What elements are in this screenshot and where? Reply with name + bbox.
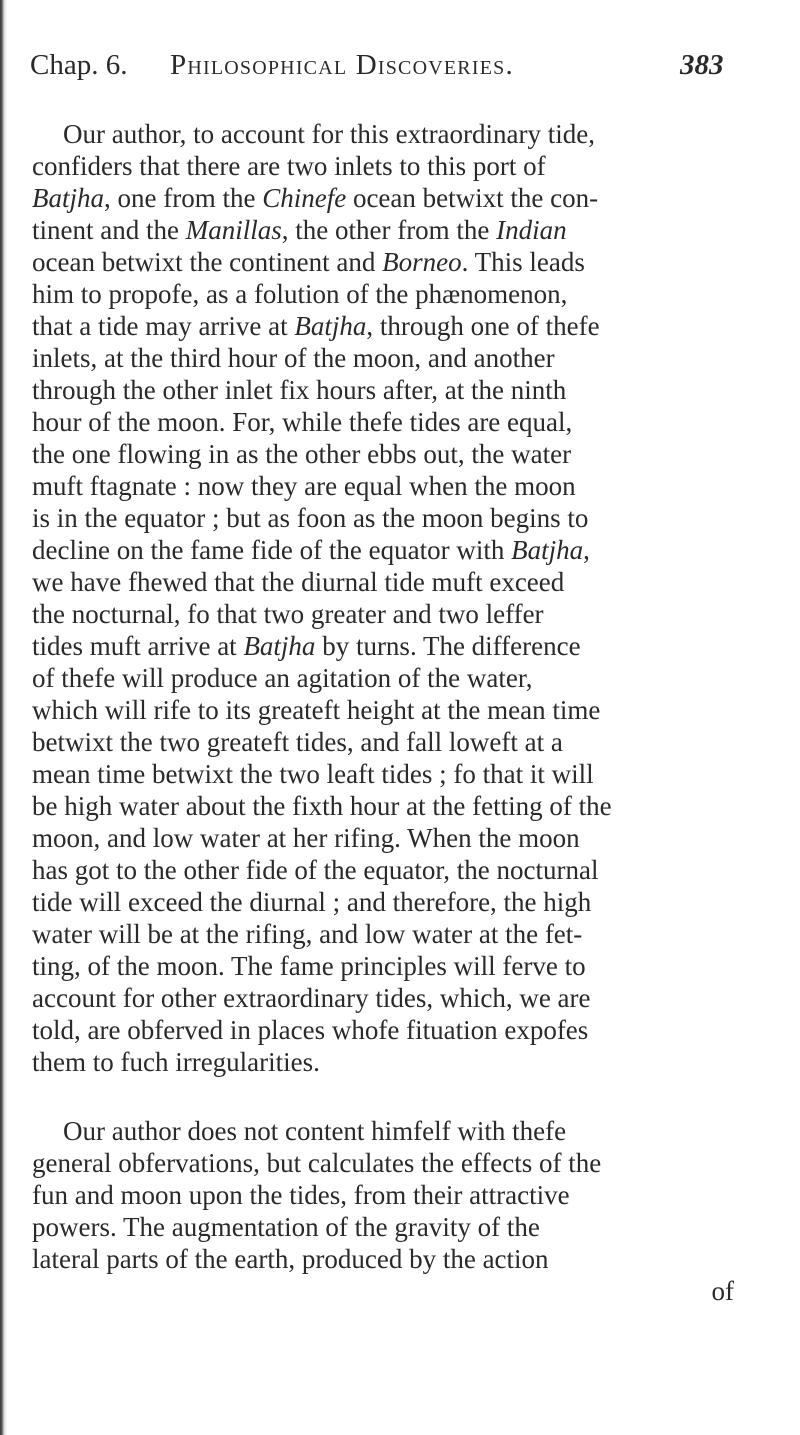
- text-segment: by turns. The difference: [315, 631, 581, 661]
- text-segment: of thefe will produce an agitation of the water,: [32, 663, 533, 693]
- text-segment: confiders that there are two inlets to this port of: [32, 151, 546, 181]
- text-segment: is in the equator ; but as foon as the moon begins to: [32, 503, 589, 533]
- text-line: [32, 438, 772, 470]
- text-segment: through the other inlet fix hours after, at the ninth: [32, 375, 567, 405]
- text-line: [32, 406, 772, 438]
- text-segment: muft ftagnate : now they are equal when the moon: [32, 471, 576, 501]
- text-line: [32, 534, 772, 566]
- text-segment: tide will exceed the diurnal ; and therefore, the high: [32, 887, 592, 917]
- text-line: [32, 822, 772, 854]
- text-segment: that a tide may arrive at: [32, 311, 295, 341]
- text-line: [32, 278, 772, 310]
- page-spine-shadow: [0, 0, 7, 1435]
- text-segment: powers. The augmentation of the gravity of the: [32, 1212, 540, 1242]
- text-line: [32, 1147, 772, 1179]
- page-number: 383: [680, 49, 724, 81]
- text-line: [32, 1179, 772, 1211]
- text-segment: decline on the fame fide of the equator with: [32, 535, 512, 565]
- text-line: [32, 1211, 772, 1243]
- text-line: [32, 1014, 772, 1046]
- text-line: [32, 502, 772, 534]
- text-segment: ocean betwixt the con-: [346, 183, 599, 213]
- text-line: [32, 118, 772, 150]
- text-segment: betwixt the two greateft tides, and fall loweft at a: [32, 727, 563, 757]
- text-segment: ocean betwixt the continent and: [32, 247, 383, 277]
- text-segment: the one flowing in as the other ebbs out, the water: [32, 439, 572, 469]
- italic-segment: Batjha: [294, 311, 367, 341]
- text-line: [32, 918, 772, 950]
- text-line: [32, 662, 772, 694]
- running-header: [30, 40, 730, 90]
- italic-segment: Manillas: [185, 215, 282, 245]
- italic-segment: Borneo: [382, 247, 462, 277]
- paragraph: [32, 1115, 772, 1275]
- text-segment: ,: [583, 535, 590, 565]
- chapter-label: Chap. 6.: [30, 49, 128, 81]
- text-line: [32, 790, 772, 822]
- text-segment: water will be at the rifing, and low water at the fet-: [32, 919, 583, 949]
- text-line: [32, 566, 772, 598]
- catchword: of: [711, 1276, 734, 1306]
- paragraph: [32, 118, 772, 1078]
- paragraph-gap: [32, 1078, 772, 1115]
- text-line: [32, 470, 772, 502]
- text-line: [32, 182, 772, 214]
- text-line: [32, 694, 772, 726]
- text-line: [32, 374, 772, 406]
- text-segment: account for other extraordinary tides, which, we are: [32, 983, 591, 1013]
- text-segment: which will rife to its greateft height at the mean time: [32, 695, 601, 725]
- text-segment: tinent and the: [32, 215, 186, 245]
- text-line: [32, 246, 772, 278]
- text-segment: has got to the other fide of the equator, the nocturnal: [32, 855, 599, 885]
- running-title: Philosophical Discoveries.: [170, 49, 514, 81]
- text-line: [32, 598, 772, 630]
- text-segment: told, are obferved in places whofe fituation expofes: [32, 1015, 589, 1045]
- text-segment: moon, and low water at her rifing. When the moon: [32, 823, 580, 853]
- text-line: [32, 310, 772, 342]
- text-segment: general obfervations, but calculates the effects of the: [32, 1148, 602, 1178]
- text-segment: Our author, to account for this extraordinary tide,: [63, 119, 595, 149]
- text-segment: , the other from the: [281, 215, 497, 245]
- text-line: [32, 854, 772, 886]
- text-segment: mean time betwixt the two leaft tides ; fo that it will: [32, 759, 594, 789]
- text-segment: , through one of thefe: [366, 311, 600, 341]
- text-segment: the nocturnal, fo that two greater and two leffer: [32, 599, 544, 629]
- text-line: [32, 886, 772, 918]
- text-segment: Our author does not content himfelf with thefe: [63, 1116, 567, 1146]
- text-segment: ting, of the moon. The fame principles will ferve to: [32, 951, 586, 981]
- text-segment: hour of the moon. For, while thefe tides are equal,: [32, 407, 573, 437]
- text-segment: inlets, at the third hour of the moon, and another: [32, 343, 555, 373]
- italic-segment: Chinefe: [262, 183, 347, 213]
- italic-segment: Indian: [496, 215, 567, 245]
- body-text: [32, 118, 772, 1307]
- text-segment: fun and moon upon the tides, from their attractive: [32, 1180, 570, 1210]
- text-line: [32, 758, 772, 790]
- text-line: [32, 1115, 772, 1147]
- text-segment: him to propofe, as a folution of the phænomenon,: [32, 279, 568, 309]
- text-segment: be high water about the fixth hour at the fetting of the: [32, 791, 612, 821]
- text-segment: lateral parts of the earth, produced by the action: [32, 1244, 549, 1274]
- text-line: [32, 150, 772, 182]
- italic-segment: Batjha: [32, 183, 104, 213]
- text-segment: we have fhewed that the diurnal tide muft exceed: [32, 567, 565, 597]
- text-line: [32, 950, 772, 982]
- text-line: [32, 342, 772, 374]
- text-segment: tides muft arrive at: [32, 631, 244, 661]
- text-segment: them to fuch irregularities.: [32, 1047, 320, 1077]
- text-segment: . This leads: [461, 247, 585, 277]
- text-line: [32, 1243, 772, 1275]
- text-line: [32, 214, 772, 246]
- italic-segment: Batjha: [243, 631, 316, 661]
- text-segment: , one from the: [104, 183, 263, 213]
- text-line: [32, 726, 772, 758]
- text-line: [32, 630, 772, 662]
- text-line: [32, 982, 772, 1014]
- italic-segment: Batjha: [511, 535, 584, 565]
- text-line: [32, 1046, 772, 1078]
